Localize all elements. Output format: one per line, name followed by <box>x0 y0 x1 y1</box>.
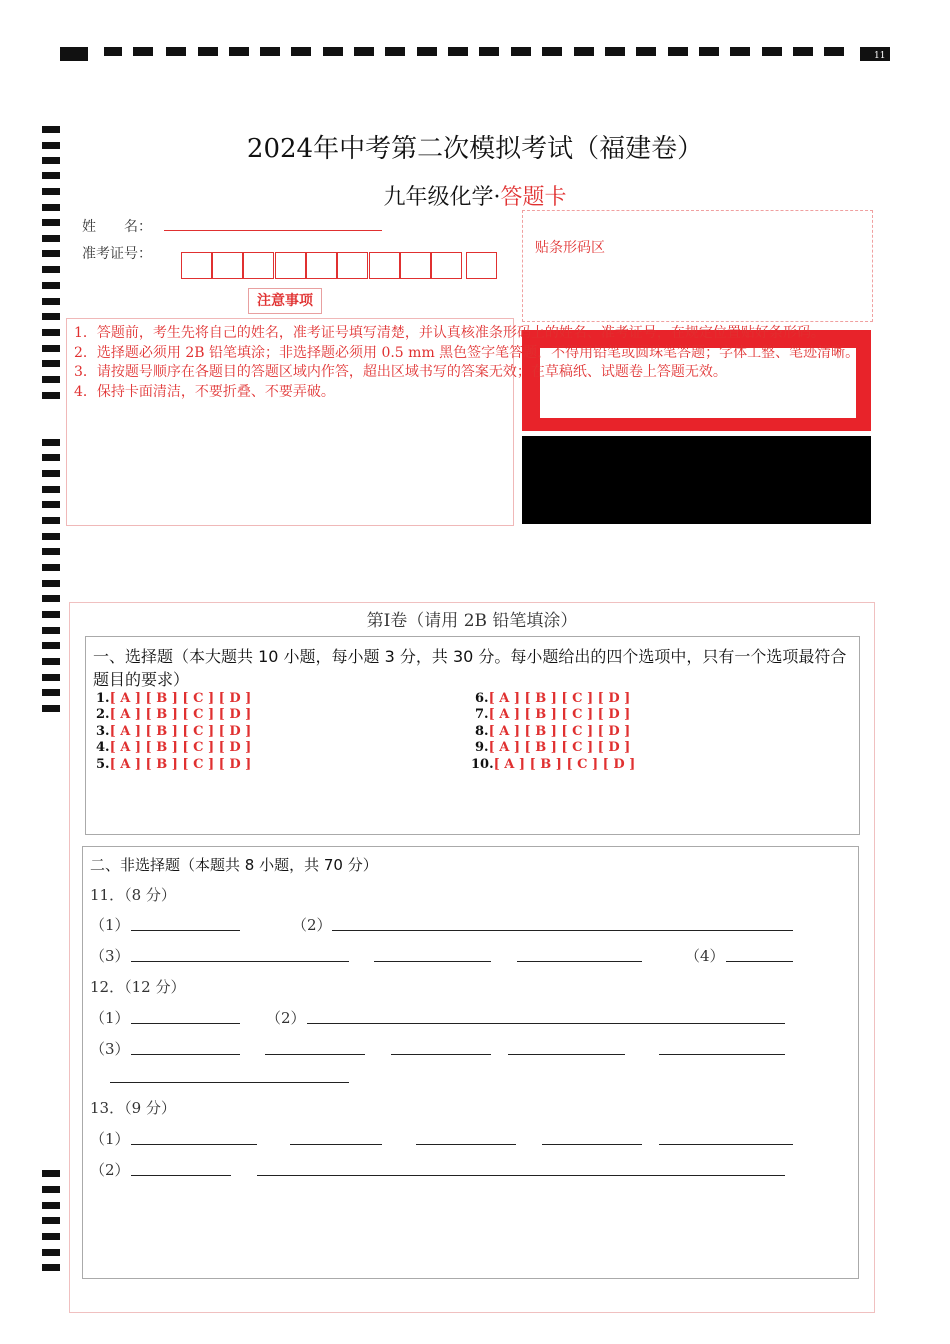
id-label: 准考证号： <box>82 246 152 262</box>
q13-answer-line[interactable] <box>257 1175 785 1176</box>
part2-title: 二、非选择题（本题共 8 小题，共 70 分） <box>90 856 378 874</box>
q11-answer-line[interactable] <box>726 961 793 962</box>
mc-row-5[interactable]: 5.[ A ] [ B ] [ C ] [ D ] <box>96 757 252 772</box>
q11-answer-line[interactable] <box>332 930 793 931</box>
q12-answer-line[interactable] <box>110 1082 349 1083</box>
mc-row-4[interactable]: 4.[ A ] [ B ] [ C ] [ D ] <box>96 740 252 755</box>
note-1: 1．答题前，考生先将自己的姓名，准考证号填写清楚，并认真核准条形码上的姓名、准考证号，在规定位置贴好条形码。 <box>74 325 825 341</box>
q12-answer-line[interactable] <box>265 1054 365 1055</box>
q11-b1-label: （1） <box>90 916 130 934</box>
name-label: 姓 名： <box>82 219 152 235</box>
q11-answer-line[interactable] <box>517 961 642 962</box>
barcode-label: 贴条形码区 <box>535 240 605 256</box>
q12-answer-line[interactable] <box>391 1054 491 1055</box>
q12-answer-line[interactable] <box>307 1023 785 1024</box>
q13-heading: 13．（9 分） <box>90 1099 176 1117</box>
q11-answer-line[interactable] <box>374 961 491 962</box>
redacted-block <box>522 436 871 524</box>
q11-answer-line[interactable] <box>131 961 349 962</box>
q12-answer-line[interactable] <box>131 1054 240 1055</box>
note-2: 2．选择题必须用 2B 铅笔填涂；非选择题必须用 0.5 mm 黑色签字笔答题，不得用铅笔或圆珠笔答题；字体工整、笔迹清晰。 <box>74 345 860 361</box>
q12-b2-label: （2） <box>266 1009 306 1027</box>
q13-b2-label: （2） <box>90 1161 130 1179</box>
q13-answer-line[interactable] <box>131 1175 231 1176</box>
q13-b1-label: （1） <box>90 1130 130 1148</box>
q12-b3-label: （3） <box>90 1040 130 1058</box>
subtitle-main: 九年级化学· <box>383 185 501 210</box>
subtitle-red: 答题卡 <box>500 185 567 210</box>
q12-answer-line[interactable] <box>659 1054 785 1055</box>
section1-title: 第Ⅰ卷（请用 2B 铅笔填涂） <box>366 611 578 631</box>
q11-b2-label: （2） <box>292 916 332 934</box>
q11-b3-label: （3） <box>90 947 130 965</box>
page-title: 2024年中考第二次模拟考试（福建卷） <box>246 134 704 164</box>
name-field[interactable] <box>164 230 382 231</box>
q13-answer-line[interactable] <box>542 1144 642 1145</box>
q13-answer-line[interactable] <box>416 1144 516 1145</box>
q13-answer-line[interactable] <box>131 1144 257 1145</box>
q13-answer-line[interactable] <box>290 1144 382 1145</box>
note-4: 4．保持卡面清洁，不要折叠、不要弄破。 <box>74 384 335 400</box>
mc-row-10[interactable]: 10.[ A ] [ B ] [ C ] [ D ] <box>471 757 636 772</box>
part1-instructions: 一、选择题（本大题共 10 小题，每小题 3 分，共 30 分。每小题给出的四个选项中，只有一个选项最符合题目的要求） <box>93 647 847 689</box>
mc-row-8[interactable]: 8.[ A ] [ B ] [ C ] [ D ] <box>475 724 631 739</box>
mc-row-2[interactable]: 2.[ A ] [ B ] [ C ] [ D ] <box>96 707 252 722</box>
notes-title: 注意事项 <box>248 288 322 314</box>
written-question-box <box>82 846 859 1279</box>
q11-answer-line[interactable] <box>131 930 240 931</box>
q12-answer-line[interactable] <box>131 1023 240 1024</box>
page-subtitle <box>0 180 950 211</box>
q11-b4-label: （4） <box>685 947 725 965</box>
page-number: 11 <box>874 51 886 61</box>
q11-heading: 11．（8 分） <box>90 886 176 904</box>
mc-row-3[interactable]: 3.[ A ] [ B ] [ C ] [ D ] <box>96 724 252 739</box>
q12-answer-line[interactable] <box>508 1054 625 1055</box>
q12-heading: 12．（12 分） <box>90 978 186 996</box>
q13-answer-line[interactable] <box>659 1144 793 1145</box>
mc-row-1[interactable]: 1.[ A ] [ B ] [ C ] [ D ] <box>96 691 252 706</box>
q12-b1-label: （1） <box>90 1009 130 1027</box>
mc-row-6[interactable]: 6.[ A ] [ B ] [ C ] [ D ] <box>475 691 631 706</box>
mc-row-7[interactable]: 7.[ A ] [ B ] [ C ] [ D ] <box>475 707 631 722</box>
note-3: 3．请按题号顺序在各题目的答题区域内作答，超出区域书写的答案无效；在草稿纸、试题卷上答题无效。 <box>74 364 727 380</box>
barcode-area <box>522 210 873 322</box>
mc-row-9[interactable]: 9.[ A ] [ B ] [ C ] [ D ] <box>475 740 631 755</box>
